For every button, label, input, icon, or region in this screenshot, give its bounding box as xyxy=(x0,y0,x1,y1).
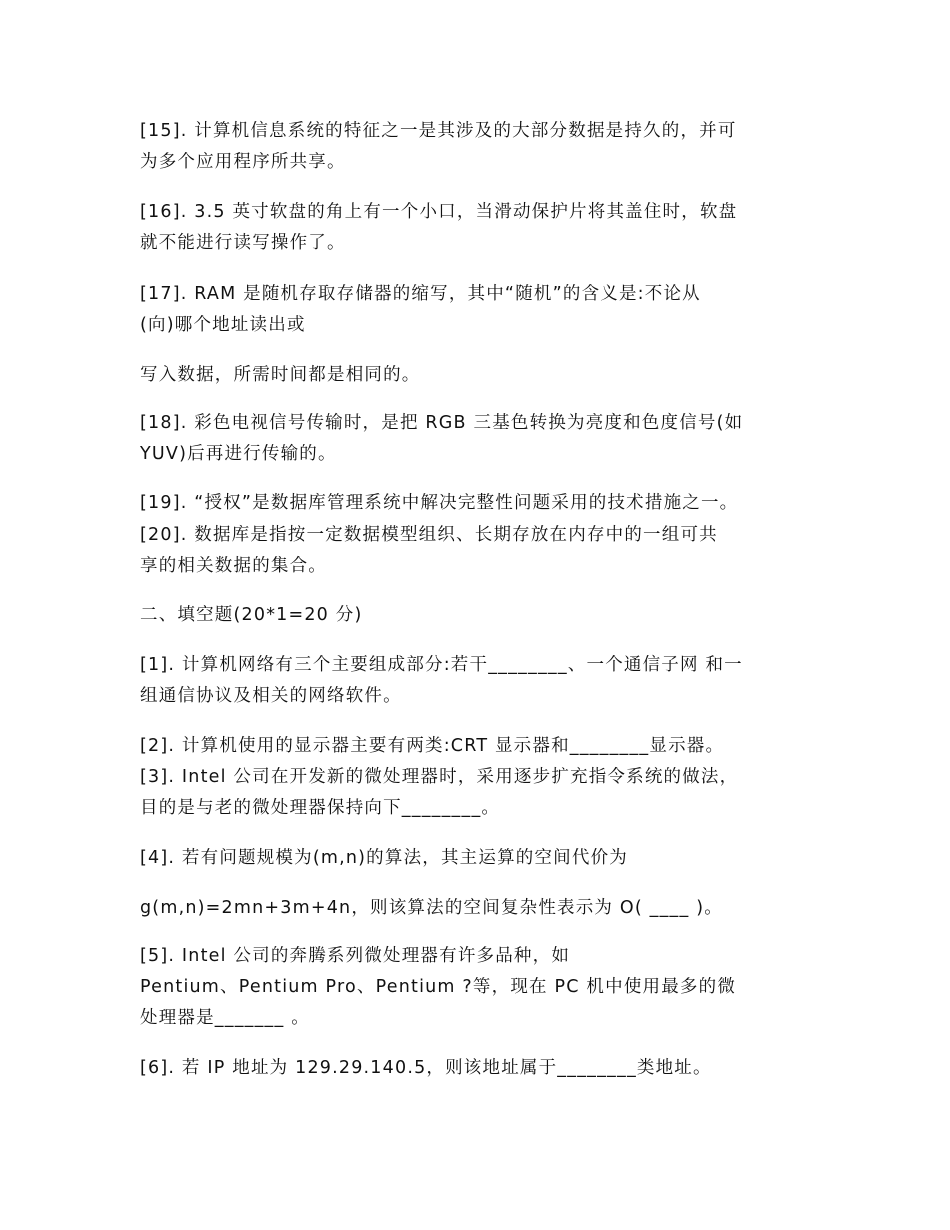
text-line: Pentium、Pentium Pro、Pentium ?等，现在 PC 机中使用最多的微 xyxy=(140,977,737,997)
text-line: [6]. 若 IP 地址为 129.29.140.5，则该地址属于________类地址。 xyxy=(140,1058,712,1078)
text-line: g(m,n)=2mn+3m+4n，则该算法的空间复杂性表示为 O( ____ )。 xyxy=(140,898,723,918)
text-line: [3]. Intel 公司在开发新的微处理器时，采用逐步扩充指令系统的做法， xyxy=(140,767,739,787)
text-line: 处理器是_______ 。 xyxy=(140,1008,310,1028)
text-line: YUV)后再进行传输的。 xyxy=(140,444,337,464)
text-line: [1]. 计算机网络有三个主要组成部分:若干________、一个通信子网 和一 xyxy=(140,655,743,675)
text-line: 为多个应用程序所共享。 xyxy=(140,152,346,172)
text-line: 写入数据，所需时间都是相同的。 xyxy=(140,365,421,385)
text-line: 目的是与老的微处理器保持向下________。 xyxy=(140,798,501,818)
text-line: [17]. RAM 是随机存取存储器的缩写，其中“随机”的含义是:不论从 xyxy=(140,284,701,304)
text-line: [15]. 计算机信息系统的特征之一是其涉及的大部分数据是持久的，并可 xyxy=(140,121,737,141)
text-line: [16]. 3.5 英寸软盘的角上有一个小口，当滑动保护片将其盖住时，软盘 xyxy=(140,202,738,222)
text-line: [4]. 若有问题规模为(m,n)的算法，其主运算的空间代价为 xyxy=(140,848,628,868)
text-line: 就不能进行读写操作了。 xyxy=(140,233,346,253)
text-line: 享的相关数据的集合。 xyxy=(140,556,327,576)
text-line: [18]. 彩色电视信号传输时，是把 RGB 三基色转换为亮度和色度信号(如 xyxy=(140,413,744,433)
section-heading: 二、填空题(20*1=20 分) xyxy=(140,605,363,625)
text-line: [2]. 计算机使用的显示器主要有两类:CRT 显示器和________显示器。 xyxy=(140,736,725,756)
text-line: [20]. 数据库是指按一定数据模型组织、长期存放在内存中的一组可共 xyxy=(140,525,718,545)
text-line: 组通信协议及相关的网络软件。 xyxy=(140,686,402,706)
text-line: (向)哪个地址读出或 xyxy=(140,315,306,335)
text-line: [19]. “授权”是数据库管理系统中解决完整性问题采用的技术措施之一。 xyxy=(140,493,739,513)
text-line: [5]. Intel 公司的奔腾系列微处理器有许多品种，如 xyxy=(140,946,571,966)
